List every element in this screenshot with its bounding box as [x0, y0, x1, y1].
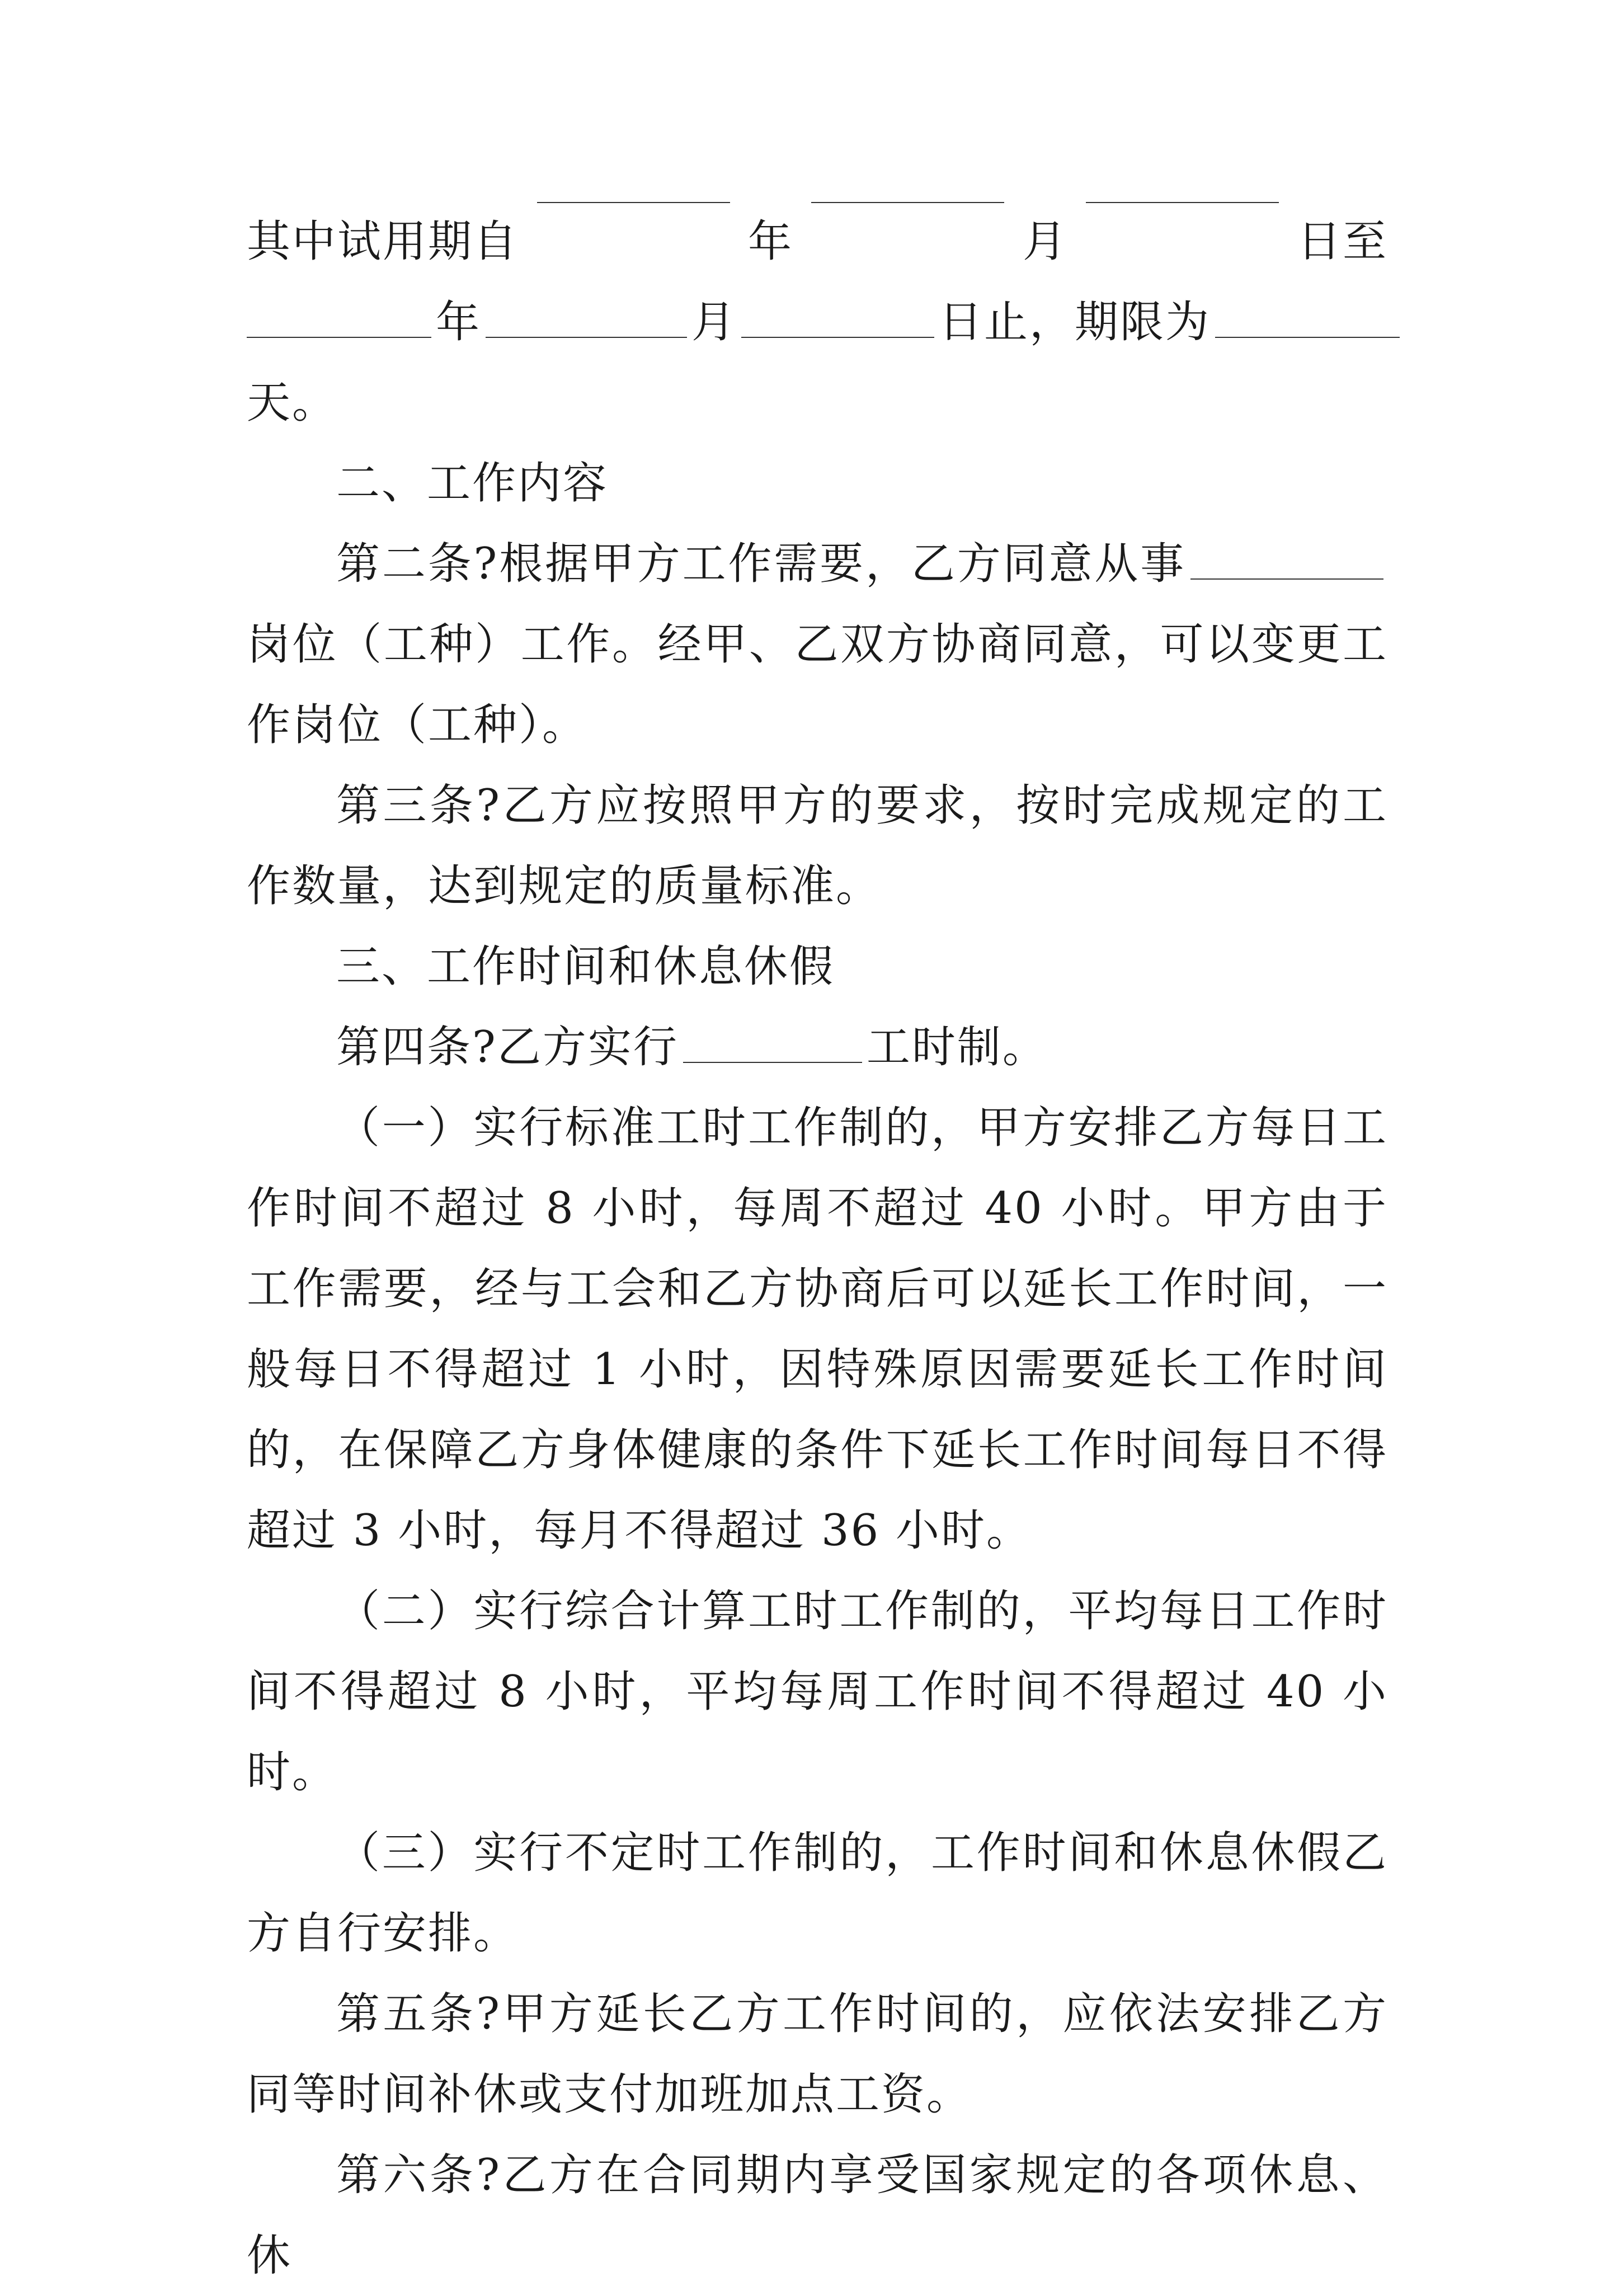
- probation-line-2: [247, 282, 1388, 363]
- article-4-item-2: （二）实行综合计算工时工作制的，平均每日工作时间不得超过 8 小时，平均每周工作时间不得超过 40 小时。: [247, 1586, 1388, 1798]
- probation-line-3: 天。: [247, 378, 338, 428]
- article-2-text-b: 岗位（工种）工作。经甲、乙双方协商同意，可以变更工作岗位（工种）。: [247, 619, 1388, 750]
- blank-field[interactable]: [741, 336, 934, 338]
- section-heading-work-content: 二、工作内容: [336, 458, 609, 509]
- article-3: 第三条?乙方应按照甲方的要求，按时完成规定的工作数量，达到规定的质量标准。: [247, 780, 1388, 911]
- article-2-text-a: 第二条?根据甲方工作需要，乙方同意从事: [336, 539, 1186, 589]
- section-heading-working-hours: 三、工作时间和休息休假: [336, 942, 835, 992]
- blank-field[interactable]: [1215, 336, 1400, 338]
- article-4-item-3: （三）实行不定时工作制的，工作时间和休息休假乙方自行安排。: [247, 1828, 1388, 1959]
- article-4: [247, 1007, 1388, 1088]
- blank-field[interactable]: [683, 1061, 862, 1063]
- article-4-text-b: 工时制。: [866, 1022, 1048, 1072]
- year-label: 年: [747, 217, 793, 267]
- blank-field[interactable]: [486, 336, 687, 338]
- day-end-label: 日止，期限为: [939, 297, 1211, 347]
- blank-field[interactable]: [1086, 201, 1279, 203]
- probation-text: 其中试用期自: [247, 217, 519, 267]
- month-label: 月: [1022, 217, 1068, 267]
- day-to-label: 日至: [1297, 217, 1388, 267]
- article-6: 第六条?乙方在合同期内享受国家规定的各项休息、休: [247, 2150, 1388, 2281]
- document-body: [247, 201, 1388, 2296]
- probation-line-1: [247, 201, 1388, 282]
- month-label: 月: [691, 297, 737, 347]
- article-2: [247, 524, 1388, 765]
- blank-field[interactable]: [811, 201, 1004, 203]
- year-label: 年: [436, 297, 482, 347]
- article-4-item-1: （一）实行标准工时工作制的，甲方安排乙方每日工作时间不超过 8 小时，每周不超过 40 小时。甲方由于工作需要，经与工会和乙方协商后可以延长工作时间，一般每日不得超过 1 小时，因特殊原因需要延长工作时间的，在保障乙方身体健康的条件下延长工作时间每日不得超过 3 小时，每月不得超过 36 小时。: [247, 1103, 1388, 1556]
- article-4-text-a: 第四条?乙方实行: [336, 1022, 679, 1072]
- blank-field[interactable]: [537, 201, 730, 203]
- blank-field[interactable]: [247, 336, 431, 338]
- blank-field[interactable]: [1190, 578, 1383, 580]
- article-5: 第五条?甲方延长乙方工作时间的，应依法安排乙方同等时间补休或支付加班加点工资。: [247, 1989, 1388, 2120]
